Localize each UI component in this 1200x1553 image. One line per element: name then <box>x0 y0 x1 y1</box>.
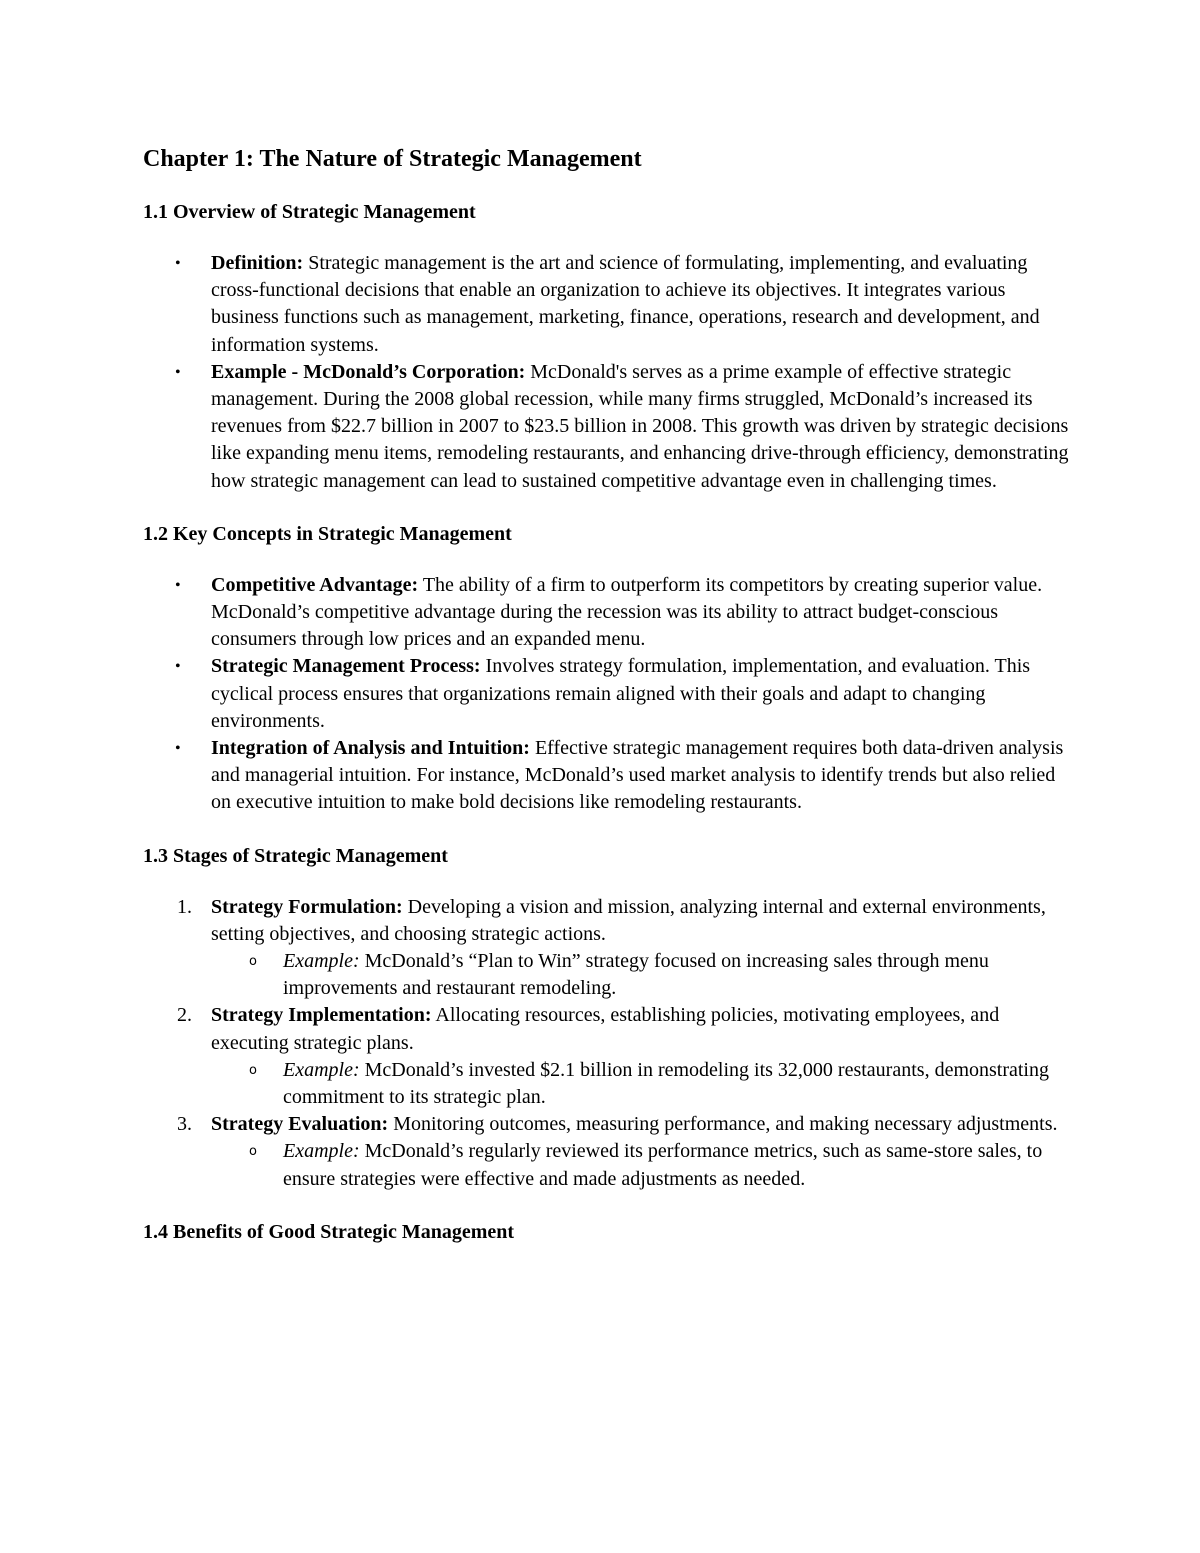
item-text: Allocating resources, establishing policies, motivating employees, and executing strategic plans. <box>211 1004 1000 1054</box>
example-text: McDonald’s invested $2.1 billion in remodeling its 32,000 restaurants, demonstrating commitment to its strategic plan. <box>283 1058 1049 1109</box>
sub-list <box>211 1138 1073 1192</box>
sub-item <box>211 948 1073 1002</box>
list-item <box>143 572 1073 654</box>
item-term: Strategy Formulation: <box>211 895 403 918</box>
section-heading-1-2: 1.2 Key Concepts in Strategic Management <box>143 522 512 545</box>
sub-item <box>211 1138 1073 1192</box>
item-text: Involves strategy formulation, implementation, and evaluation. This cyclical process ensures that organizations remain aligned with their goals and adapt to changing environments. <box>211 655 1031 732</box>
section-1-3-list <box>143 894 1073 1193</box>
item-term: Example - McDonald’s Corporation: <box>211 360 526 383</box>
list-item <box>143 653 1073 735</box>
step-number: 2. <box>177 1004 192 1027</box>
bullet-icon: • <box>175 576 181 594</box>
step-number: 1. <box>177 895 192 918</box>
item-term: Strategy Evaluation: <box>211 1113 389 1136</box>
chapter-title: Chapter 1: The Nature of Strategic Management <box>143 146 642 172</box>
list-item <box>143 359 1073 495</box>
bullet-icon: • <box>175 658 181 676</box>
example-label: Example: <box>283 950 360 973</box>
example-label: Example: <box>283 1058 360 1081</box>
example-text: McDonald’s regularly reviewed its performance metrics, such as same-store sales, to ensure strategies were effective and made adjustments as needed. <box>283 1140 1043 1190</box>
section-heading-1-4: 1.4 Benefits of Good Strategic Management <box>143 1220 515 1243</box>
item-term: Strategic Management Process: <box>211 655 481 678</box>
list-item <box>143 250 1073 359</box>
section-heading-1-1: 1.1 Overview of Strategic Management <box>143 201 476 223</box>
sub-item <box>211 1057 1073 1111</box>
section-1-1-list <box>143 250 1073 495</box>
item-text: Strategic management is the art and science of formulating, implementing, and evaluating cross-functional decisions that enable an organization to achieve its objectives. It integrates various business functions such as management, marketing, finance, operations, research and development, and information systems. <box>211 252 1040 356</box>
item-text: McDonald's serves as a prime example of effective strategic management. During the 2008 global recession, while many firms struggled, McDonald’s increased its revenues from $22.7 billion in 2007 to $23.5 billion in 2008. This growth was driven by strategic decisions like expanding menu items, remodeling restaurants, and enhancing drive-through efficiency, demonstrating how strategic management can lead to sustained competitive advantage even in challenging times. <box>211 360 1069 492</box>
numbered-item <box>143 1002 1073 1111</box>
bullet-icon: • <box>175 363 181 381</box>
item-term: Strategy Implementation: <box>211 1004 432 1027</box>
step-number: 3. <box>177 1113 192 1136</box>
item-term: Competitive Advantage: <box>211 573 419 596</box>
bullet-icon: • <box>175 740 181 758</box>
numbered-item <box>143 894 1073 1003</box>
circle-bullet-icon: o <box>249 1144 257 1160</box>
sub-list <box>211 1057 1073 1111</box>
item-term: Integration of Analysis and Intuition: <box>211 737 530 760</box>
section-heading-1-3: 1.3 Stages of Strategic Management <box>143 844 448 867</box>
example-label: Example: <box>283 1140 360 1163</box>
numbered-item <box>143 1111 1073 1193</box>
item-text: Effective strategic management requires both data-driven analysis and managerial intuition. For instance, McDonald’s used market analysis to identify trends but also relied on executive intuition to make bold decisions like remodeling restaurants. <box>211 737 1064 814</box>
circle-bullet-icon: o <box>249 1062 257 1078</box>
item-text: Monitoring outcomes, measuring performance, and making necessary adjustments. <box>388 1113 1058 1136</box>
item-term: Definition: <box>211 252 304 274</box>
item-text: Developing a vision and mission, analyzing internal and external environments, setting objectives, and choosing strategic actions. <box>211 895 1046 945</box>
item-text: The ability of a firm to outperform its competitors by creating superior value. McDonald’s competitive advantage during the recession was its ability to attract budget-conscious consumers through low prices and an expanded menu. <box>211 573 1043 651</box>
list-item <box>143 735 1073 817</box>
section-1-2-list <box>143 572 1073 817</box>
example-text: McDonald’s “Plan to Win” strategy focused on increasing sales through menu improvements and restaurant remodeling. <box>283 950 989 1000</box>
circle-bullet-icon: o <box>249 954 257 970</box>
document-body <box>143 143 1073 1270</box>
sub-list <box>211 948 1073 1002</box>
bullet-icon: • <box>175 255 181 272</box>
